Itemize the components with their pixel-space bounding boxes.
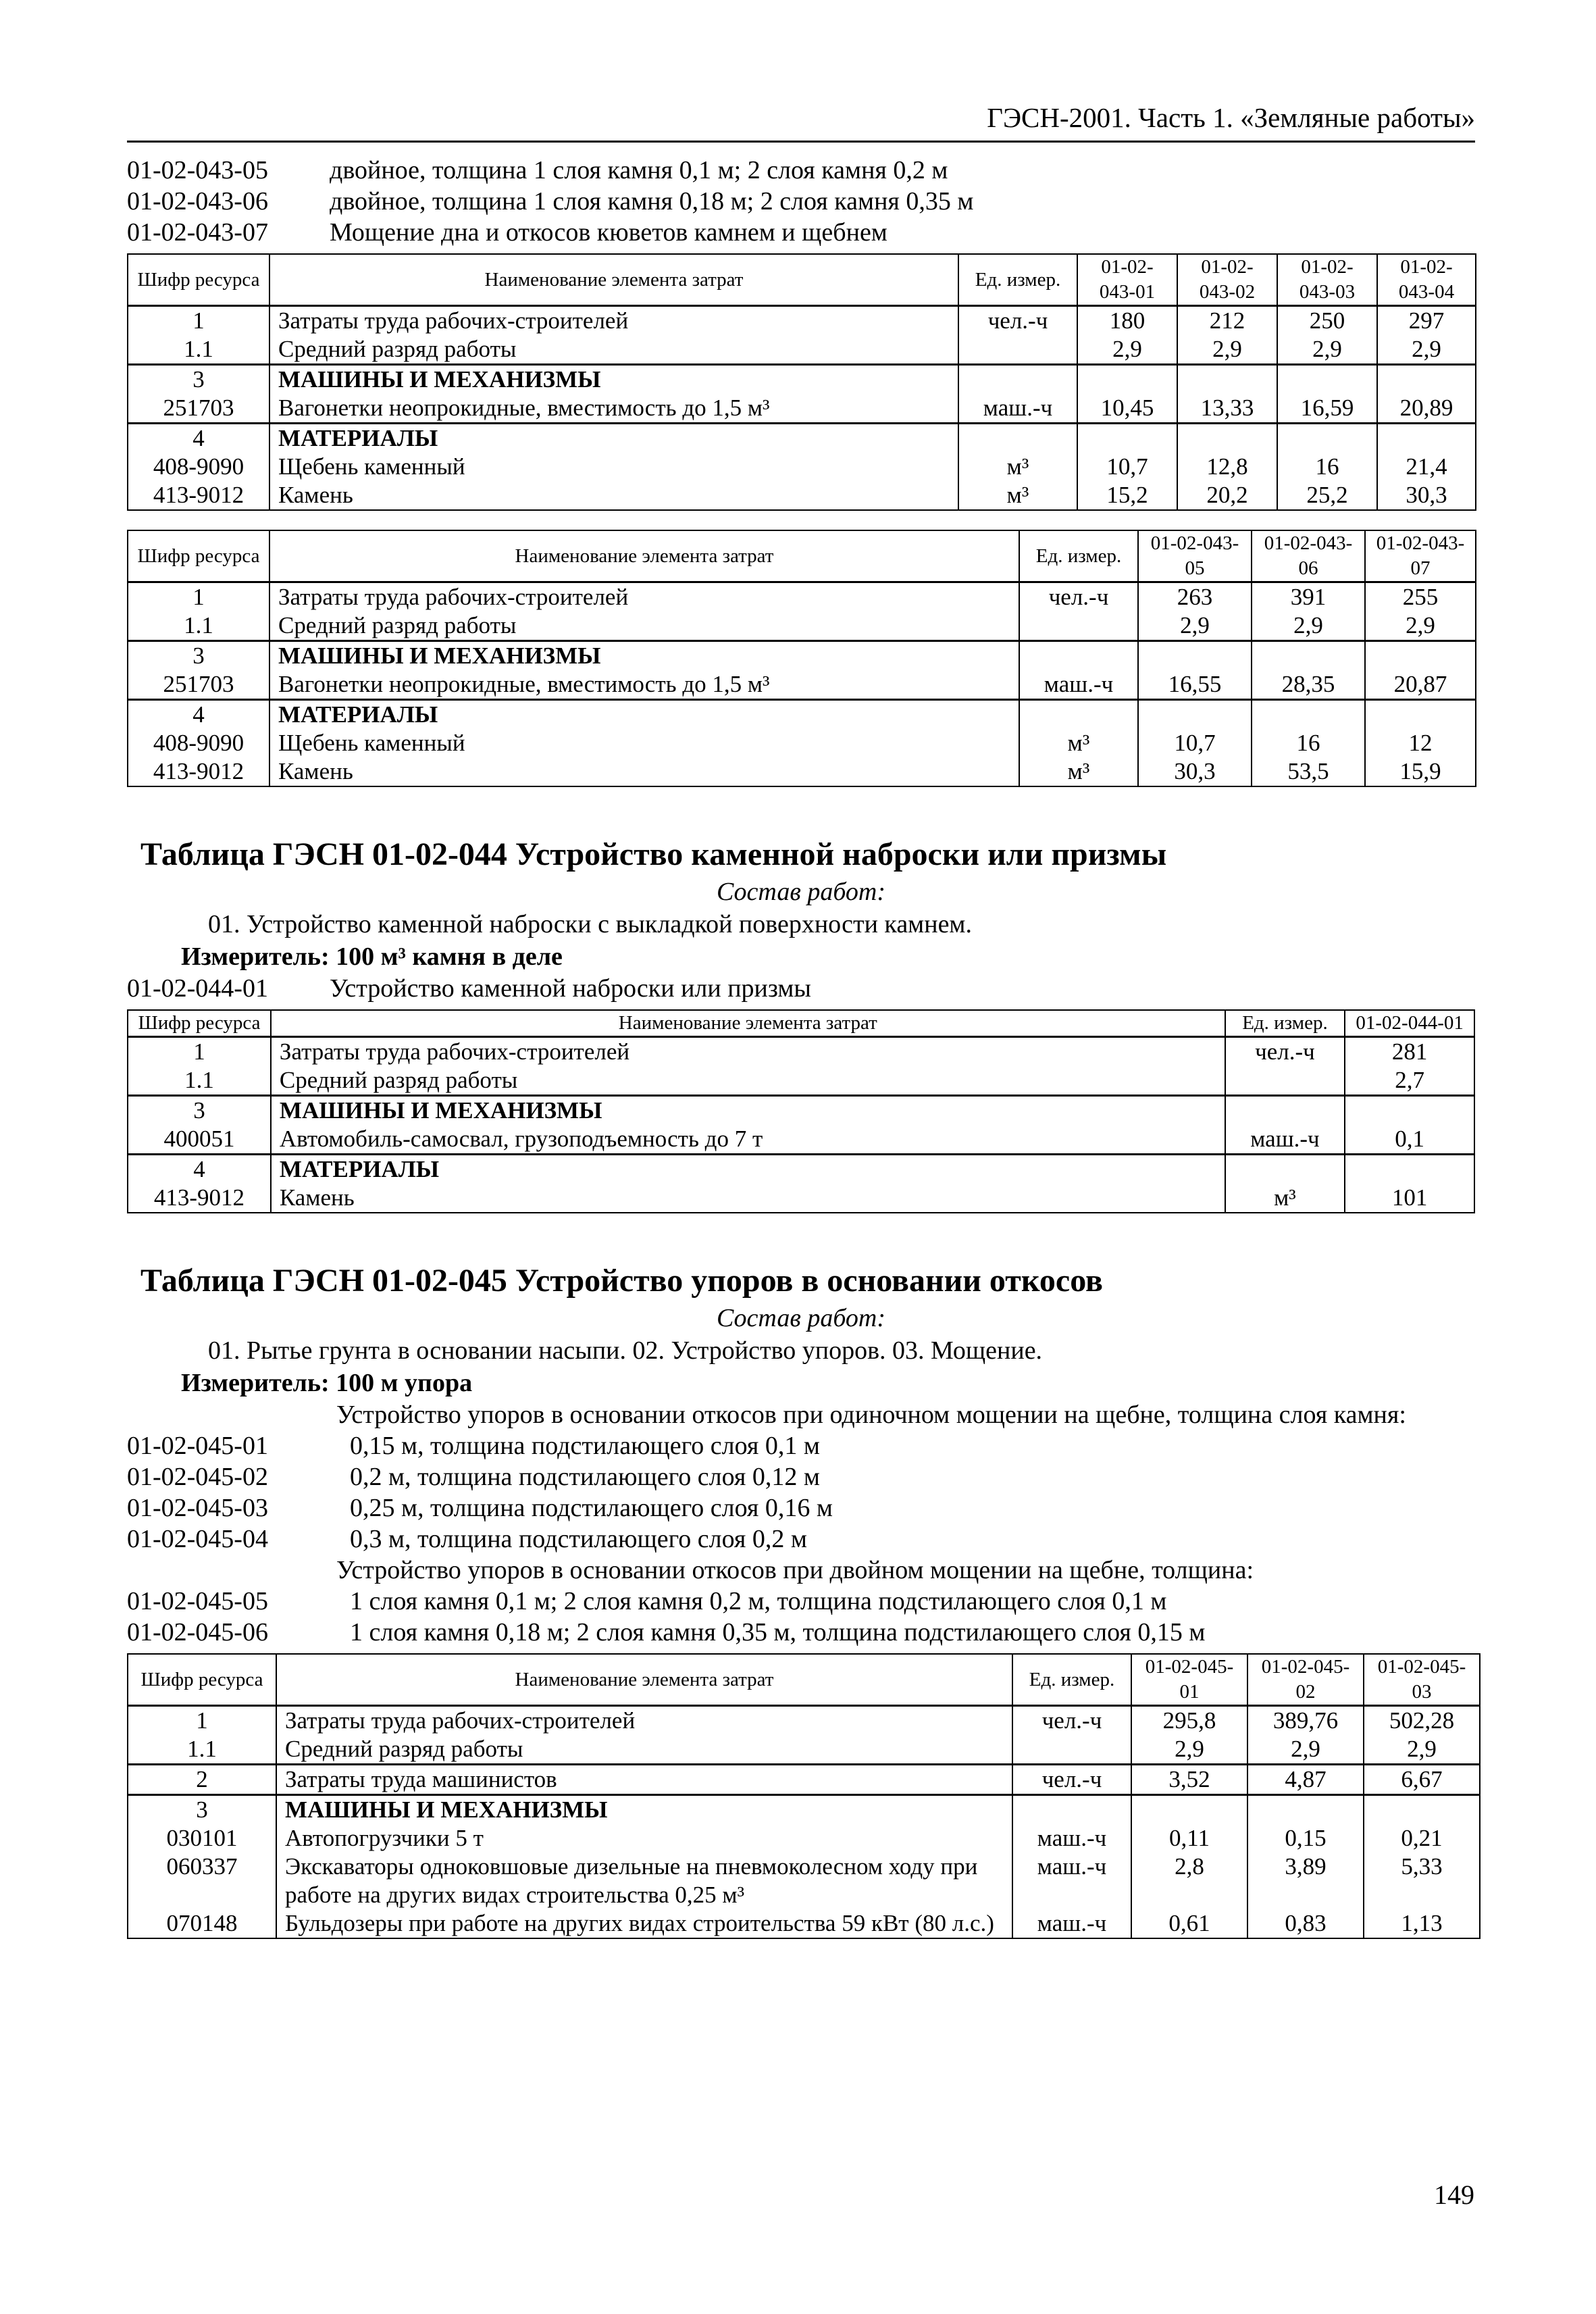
cell-value [1277, 424, 1377, 453]
cell-value: 25,2 [1277, 481, 1377, 510]
item-text: 0,2 м, толщина подстилающего слоя 0,12 м [350, 1463, 820, 1491]
table-row [128, 1066, 1474, 1096]
section-title-044: Таблица ГЭСН 01-02-044 Устройство каменной наброски или призмы [140, 836, 1167, 872]
cell-value [1247, 1795, 1364, 1825]
cell-value [1138, 641, 1252, 671]
cell-unit [958, 424, 1077, 453]
cell-value: 6,67 [1364, 1765, 1480, 1795]
cell-name: Автопогрузчики 5 т [276, 1824, 1012, 1853]
cell-code: 1.1 [128, 335, 269, 365]
item-text: 0,25 м, толщина подстилающего слоя 0,16 м [350, 1494, 833, 1522]
cell-code: 1.1 [128, 611, 269, 641]
header-unit: Ед. измер. [1225, 1010, 1345, 1037]
group-description: Устройство упоров в основании откосов при двойном мощении на щебне, толщина: [336, 1556, 1254, 1584]
table-row [128, 1853, 1480, 1909]
cell-value [1077, 365, 1177, 395]
cell-unit: м³ [958, 453, 1077, 481]
header-norm-code: 01-02-043-06 [1252, 530, 1365, 582]
cell-value: 2,9 [1077, 335, 1177, 365]
cell-value: 389,76 [1247, 1706, 1364, 1736]
cell-code: 4 [128, 1155, 271, 1184]
cell-value: 2,9 [1377, 335, 1476, 365]
item-line [127, 217, 1475, 248]
cell-unit: чел.-ч [1019, 582, 1138, 612]
cell-value: 10,7 [1077, 453, 1177, 481]
composition-label: Состав работ: [716, 878, 886, 906]
table-row [128, 365, 1476, 395]
header-norm-code: 01-02-043-05 [1138, 530, 1252, 582]
cell-name: Вагонетки неопрокидные, вместимость до 1,5 м³ [269, 394, 958, 424]
cell-value: 281 [1345, 1037, 1474, 1067]
cell-name: Вагонетки неопрокидные, вместимость до 1,5 м³ [269, 670, 1019, 700]
header-name: Наименование элемента затрат [269, 530, 1019, 582]
cell-value: 20,89 [1377, 394, 1476, 424]
cell-value: 16 [1277, 453, 1377, 481]
cell-code: 1 [128, 582, 269, 612]
cell-code: 3 [128, 1096, 271, 1126]
cell-name: Автомобиль-самосвал, грузоподъемность до 7 т [271, 1125, 1225, 1155]
cell-unit [1012, 1795, 1131, 1825]
measure-unit: Измеритель: 100 м упора [181, 1369, 473, 1397]
cell-value: 21,4 [1377, 453, 1476, 481]
cell-value: 2,9 [1277, 335, 1377, 365]
table-row [128, 729, 1476, 757]
item-line [127, 973, 1475, 1004]
cell-unit: чел.-ч [1012, 1706, 1131, 1736]
cell-code: 413-9012 [128, 757, 269, 786]
cell-value: 13,33 [1177, 394, 1277, 424]
cell-unit: маш.-ч [958, 394, 1077, 424]
cell-value: 15,9 [1365, 757, 1476, 786]
document-page [127, 101, 1475, 1939]
cell-unit: маш.-ч [1012, 1909, 1131, 1938]
header-name: Наименование элемента затрат [276, 1654, 1012, 1706]
item-code: 01-02-043-05 [127, 156, 268, 184]
cell-name: Камень [269, 481, 958, 510]
cell-value: 16,59 [1277, 394, 1377, 424]
header-code: Шифр ресурса [128, 530, 269, 582]
cell-value: 16,55 [1138, 670, 1252, 700]
composition-label: Состав работ: [716, 1304, 886, 1332]
cell-value: 391 [1252, 582, 1365, 612]
cell-name: Средний разряд работы [269, 335, 958, 365]
table-row [128, 1155, 1474, 1184]
item-text: 1 слоя камня 0,18 м; 2 слоя камня 0,35 м, толщина подстилающего слоя 0,15 м [350, 1618, 1206, 1646]
cell-value: 20,2 [1177, 481, 1277, 510]
header-norm-code: 01-02-043-03 [1277, 254, 1377, 306]
top-item-list [127, 155, 1475, 248]
table-row [128, 700, 1476, 730]
table-row [128, 641, 1476, 671]
table-row [128, 582, 1476, 612]
cell-unit [958, 365, 1077, 395]
table-header-row [128, 530, 1476, 582]
cell-code: 1 [128, 1706, 276, 1736]
item-code: 01-02-045-01 [127, 1432, 268, 1460]
cell-code: 1.1 [128, 1735, 276, 1765]
cell-value [1365, 641, 1476, 671]
cell-code: 3 [128, 641, 269, 671]
cell-value: 0,11 [1131, 1824, 1247, 1853]
cell-code: 1.1 [128, 1066, 271, 1096]
page-number: 149 [1434, 2180, 1474, 2210]
cell-value: 10,45 [1077, 394, 1177, 424]
cell-value: 2,9 [1247, 1735, 1364, 1765]
cell-unit: чел.-ч [1012, 1765, 1131, 1795]
table-row [128, 394, 1476, 424]
cell-value: 101 [1345, 1184, 1474, 1213]
table-row [128, 335, 1476, 365]
cell-code: 1 [128, 306, 269, 336]
cell-value: 263 [1138, 582, 1252, 612]
item-line [127, 1586, 1475, 1617]
cell-value: 2,9 [1131, 1735, 1247, 1765]
cell-name: МАТЕРИАЛЫ [269, 700, 1019, 730]
header-norm-code: 01-02-043-07 [1365, 530, 1476, 582]
cell-value: 15,2 [1077, 481, 1177, 510]
cell-value: 2,9 [1365, 611, 1476, 641]
header-norm-code: 01-02-043-01 [1077, 254, 1177, 306]
cell-code: 251703 [128, 670, 269, 700]
header-norm-code: 01-02-044-01 [1345, 1010, 1474, 1037]
table-row [128, 1037, 1474, 1067]
cell-unit: м³ [958, 481, 1077, 510]
cell-value [1138, 700, 1252, 730]
item-code: 01-02-043-07 [127, 218, 268, 247]
cell-value: 30,3 [1138, 757, 1252, 786]
cell-value: 5,33 [1364, 1853, 1480, 1909]
header-norm-code: 01-02-045-01 [1131, 1654, 1247, 1706]
composition-text: 01. Рытье грунта в основании насыпи. 02. Устройство упоров. 03. Мощение. [208, 1336, 1043, 1365]
cell-unit [1019, 700, 1138, 730]
item-text: 0,15 м, толщина подстилающего слоя 0,1 м [350, 1432, 820, 1460]
table-header-row [128, 1010, 1474, 1037]
cell-name: Бульдозеры при работе на других видах строительства 59 кВт (80 л.с.) [276, 1909, 1012, 1938]
cell-value [1364, 1795, 1480, 1825]
cell-name: Камень [269, 757, 1019, 786]
cell-unit: чел.-ч [1225, 1037, 1345, 1067]
cell-unit [1225, 1066, 1345, 1096]
table-row [128, 1795, 1480, 1825]
cell-value: 53,5 [1252, 757, 1365, 786]
cell-code: 408-9090 [128, 453, 269, 481]
item-line [127, 155, 1475, 186]
cell-value: 0,83 [1247, 1909, 1364, 1938]
cell-value: 2,9 [1364, 1735, 1480, 1765]
cell-value [1345, 1096, 1474, 1126]
cell-name: МАШИНЫ И МЕХАНИЗМЫ [271, 1096, 1225, 1126]
cell-code: 070148 [128, 1909, 276, 1938]
cell-code: 400051 [128, 1125, 271, 1155]
cell-value: 502,28 [1364, 1706, 1480, 1736]
cell-value: 297 [1377, 306, 1476, 336]
table-row [128, 453, 1476, 481]
cell-value: 2,9 [1252, 611, 1365, 641]
cell-value: 0,61 [1131, 1909, 1247, 1938]
cell-value: 28,35 [1252, 670, 1365, 700]
measure-unit: Измеритель: 100 м³ камня в деле [181, 942, 563, 971]
cell-unit [958, 335, 1077, 365]
cell-value [1377, 365, 1476, 395]
cell-value: 12,8 [1177, 453, 1277, 481]
running-header: ГЭСН-2001. Часть 1. «Земляные работы» [127, 101, 1475, 143]
cell-unit: маш.-ч [1012, 1824, 1131, 1853]
cell-name: Экскаваторы одноковшовые дизельные на пневмоколесном ходу при работе на других видах строительства 0,25 м³ [276, 1853, 1012, 1909]
cell-value: 30,3 [1377, 481, 1476, 510]
table-row [128, 1765, 1480, 1795]
cell-value [1365, 700, 1476, 730]
cell-code: 4 [128, 700, 269, 730]
cell-name: МАШИНЫ И МЕХАНИЗМЫ [269, 641, 1019, 671]
item-line [127, 1430, 1475, 1461]
cell-code: 251703 [128, 394, 269, 424]
cell-value: 12 [1365, 729, 1476, 757]
cell-name: Средний разряд работы [269, 611, 1019, 641]
header-norm-code: 01-02-045-02 [1247, 1654, 1364, 1706]
cell-unit: маш.-ч [1225, 1125, 1345, 1155]
cell-name: Затраты труда рабочих-строителей [269, 582, 1019, 612]
cell-unit: маш.-ч [1012, 1853, 1131, 1909]
cell-code: 060337 [128, 1853, 276, 1909]
cell-value: 20,87 [1365, 670, 1476, 700]
header-code: Шифр ресурса [128, 1010, 271, 1037]
table-header-row [128, 254, 1476, 306]
cell-value: 2,9 [1138, 611, 1252, 641]
resource-table-045 [127, 1653, 1481, 1939]
cell-name: МАТЕРИАЛЫ [269, 424, 958, 453]
cell-value: 255 [1365, 582, 1476, 612]
cell-code: 4 [128, 424, 269, 453]
resource-table-043-b [127, 530, 1476, 787]
cell-unit: чел.-ч [958, 306, 1077, 336]
table-header-row [128, 1654, 1480, 1706]
section-title-045: Таблица ГЭСН 01-02-045 Устройство упоров в основании откосов [140, 1263, 1103, 1299]
cell-value [1177, 424, 1277, 453]
table-row [128, 1909, 1480, 1938]
cell-value: 4,87 [1247, 1765, 1364, 1795]
cell-name: Затраты труда машинистов [276, 1765, 1012, 1795]
cell-unit [1019, 611, 1138, 641]
item-list-double [127, 1586, 1475, 1648]
cell-value: 2,9 [1177, 335, 1277, 365]
cell-value: 1,13 [1364, 1909, 1480, 1938]
table-row [128, 1184, 1474, 1213]
cell-value: 295,8 [1131, 1706, 1247, 1736]
table-row [128, 424, 1476, 453]
table-row [128, 306, 1476, 336]
header-name: Наименование элемента затрат [269, 254, 958, 306]
cell-value [1077, 424, 1177, 453]
table-row [128, 1706, 1480, 1736]
cell-name: Камень [271, 1184, 1225, 1213]
cell-value [1345, 1155, 1474, 1184]
cell-name: МАТЕРИАЛЫ [271, 1155, 1225, 1184]
cell-value [1131, 1795, 1247, 1825]
header-code: Шифр ресурса [128, 1654, 276, 1706]
table-row [128, 1096, 1474, 1126]
cell-name: Щебень каменный [269, 729, 1019, 757]
item-text: Устройство каменной наброски или призмы [330, 974, 811, 1003]
item-line [127, 1524, 1475, 1555]
cell-name: Средний разряд работы [276, 1735, 1012, 1765]
cell-value [1252, 641, 1365, 671]
resource-table-043-a [127, 253, 1476, 511]
cell-name: Затраты труда рабочих-строителей [271, 1037, 1225, 1067]
composition-text: 01. Устройство каменной наброски с выкладкой поверхности камнем. [208, 910, 972, 938]
cell-unit: маш.-ч [1019, 670, 1138, 700]
item-code: 01-02-045-03 [127, 1494, 268, 1522]
cell-code: 408-9090 [128, 729, 269, 757]
cell-name: Затраты труда рабочих-строителей [276, 1706, 1012, 1736]
table-row [128, 1735, 1480, 1765]
header-name: Наименование элемента затрат [271, 1010, 1225, 1037]
table-row [128, 481, 1476, 510]
header-unit: Ед. измер. [958, 254, 1077, 306]
item-text: 0,3 м, толщина подстилающего слоя 0,2 м [350, 1525, 807, 1553]
cell-value: 0,21 [1364, 1824, 1480, 1853]
table-row [128, 1125, 1474, 1155]
cell-name: МАШИНЫ И МЕХАНИЗМЫ [276, 1795, 1012, 1825]
cell-value: 3,89 [1247, 1853, 1364, 1909]
header-norm-code: 01-02-045-03 [1364, 1654, 1480, 1706]
header-code: Шифр ресурса [128, 254, 269, 306]
cell-code: 030101 [128, 1824, 276, 1853]
group-description: Устройство упоров в основании откосов при одиночном мощении на щебне, толщина слоя камня: [336, 1401, 1406, 1429]
item-line [127, 1461, 1475, 1492]
cell-unit [1225, 1096, 1345, 1126]
cell-value [1177, 365, 1277, 395]
cell-unit [1019, 641, 1138, 671]
item-code: 01-02-043-06 [127, 187, 268, 216]
cell-unit: м³ [1019, 729, 1138, 757]
item-line [127, 186, 1475, 217]
cell-name: МАШИНЫ И МЕХАНИЗМЫ [269, 365, 958, 395]
cell-value: 2,7 [1345, 1066, 1474, 1096]
cell-code: 2 [128, 1765, 276, 1795]
cell-name: Затраты труда рабочих-строителей [269, 306, 958, 336]
item-code: 01-02-045-06 [127, 1618, 268, 1646]
item-text: 1 слоя камня 0,1 м; 2 слоя камня 0,2 м, толщина подстилающего слоя 0,1 м [350, 1587, 1167, 1615]
cell-unit [1225, 1155, 1345, 1184]
table-row [128, 757, 1476, 786]
cell-value [1252, 700, 1365, 730]
header-unit: Ед. измер. [1019, 530, 1138, 582]
item-code: 01-02-045-05 [127, 1587, 268, 1615]
item-list-single [127, 1430, 1475, 1555]
item-code: 01-02-044-01 [127, 974, 268, 1003]
cell-code: 1 [128, 1037, 271, 1067]
cell-unit: м³ [1019, 757, 1138, 786]
cell-value: 180 [1077, 306, 1177, 336]
cell-value: 250 [1277, 306, 1377, 336]
cell-value: 2,8 [1131, 1853, 1247, 1909]
header-unit: Ед. измер. [1012, 1654, 1131, 1706]
cell-value: 3,52 [1131, 1765, 1247, 1795]
cell-value [1377, 424, 1476, 453]
table-row [128, 670, 1476, 700]
item-line [127, 1617, 1475, 1648]
resource-table-044 [127, 1009, 1475, 1213]
cell-value: 0,15 [1247, 1824, 1364, 1853]
cell-code: 413-9012 [128, 481, 269, 510]
table-row [128, 611, 1476, 641]
cell-value [1277, 365, 1377, 395]
header-norm-code: 01-02-043-02 [1177, 254, 1277, 306]
table-row [128, 1824, 1480, 1853]
item-text: двойное, толщина 1 слоя камня 0,18 м; 2 слоя камня 0,35 м [330, 187, 974, 216]
item-line [127, 1492, 1475, 1524]
cell-unit [1012, 1735, 1131, 1765]
cell-value: 0,1 [1345, 1125, 1474, 1155]
item-text: двойное, толщина 1 слоя камня 0,1 м; 2 слоя камня 0,2 м [330, 156, 948, 184]
item-code: 01-02-045-04 [127, 1525, 268, 1553]
cell-code: 413-9012 [128, 1184, 271, 1213]
cell-value: 212 [1177, 306, 1277, 336]
cell-value: 10,7 [1138, 729, 1252, 757]
cell-value: 16 [1252, 729, 1365, 757]
header-norm-code: 01-02-043-04 [1377, 254, 1476, 306]
cell-name: Щебень каменный [269, 453, 958, 481]
item-code: 01-02-045-02 [127, 1463, 268, 1491]
item-text: Мощение дна и откосов кюветов камнем и щебнем [330, 218, 887, 247]
cell-code: 3 [128, 365, 269, 395]
cell-name: Средний разряд работы [271, 1066, 1225, 1096]
cell-unit: м³ [1225, 1184, 1345, 1213]
cell-code: 3 [128, 1795, 276, 1825]
